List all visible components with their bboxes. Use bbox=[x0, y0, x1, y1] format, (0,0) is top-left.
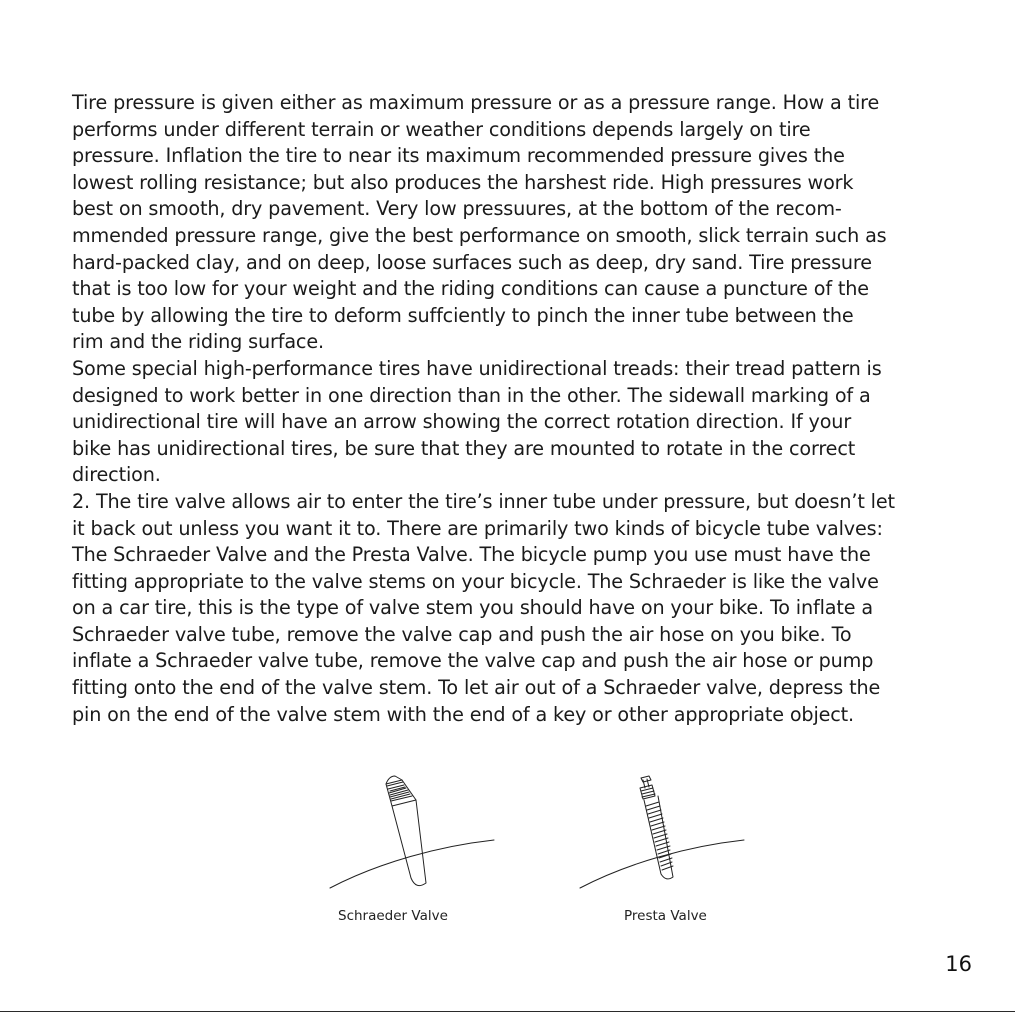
text-line: The Schraeder Valve and the Presta Valve. The bicycle pump you use must have the bbox=[72, 543, 871, 567]
text-line: tube by allowing the tire to deform suffciently to pinch the inner tube between the bbox=[72, 303, 854, 327]
text-line: pressure. Inflation the tire to near its maximum recommended pressure gives the bbox=[72, 144, 845, 168]
text-line: best on smooth, dry pavement. Very low pressuures, at the bottom of the recom- bbox=[72, 197, 842, 221]
text-line: pin on the end of the valve stem with the end of a key or other appropriate object. bbox=[72, 702, 855, 726]
text-line: Schraeder valve tube, remove the valve cap and push the air hose on you bike. To bbox=[72, 622, 852, 646]
paragraph-tire-valve bbox=[72, 489, 952, 728]
text-line: rim and the riding surface. bbox=[72, 330, 324, 354]
text-line: fitting onto the end of the valve stem. To let air out of a Schraeder valve, depress the bbox=[72, 676, 881, 700]
text-line: mmended pressure range, give the best performance on smooth, slick terrain such as bbox=[72, 223, 887, 247]
schraeder-valve-caption: Schraeder Valve bbox=[338, 908, 448, 924]
text-line: performs under different terrain or weather conditions depends largely on tire bbox=[72, 117, 811, 141]
text-line: that is too low for your weight and the riding conditions can cause a puncture of the bbox=[72, 277, 869, 301]
text-line: on a car tire, this is the type of valve stem you should have on your bike. To inflate a bbox=[72, 596, 873, 620]
text-line: direction. bbox=[72, 463, 161, 487]
text-line: bike has unidirectional tires, be sure that they are mounted to rotate in the correct bbox=[72, 436, 856, 460]
presta-valve-illustration bbox=[570, 770, 755, 895]
text-line: it back out unless you want it to. There are primarily two kinds of bicycle tube valves: bbox=[72, 516, 883, 540]
text-line: hard-packed clay, and on deep, loose surfaces such as deep, dry sand. Tire pressure bbox=[72, 250, 872, 274]
text-line: 2. The tire valve allows air to enter the tire’s inner tube under pressure, but doesn’t let bbox=[72, 489, 895, 513]
text-line: fitting appropriate to the valve stems on your bicycle. The Schraeder is like the valve bbox=[72, 569, 879, 593]
paragraph-unidirectional-treads bbox=[72, 356, 952, 489]
text-line: Some special high-performance tires have unidirectional treads: their tread pattern is bbox=[72, 356, 882, 380]
bottom-rule bbox=[0, 1011, 1015, 1012]
paragraph-tire-pressure bbox=[72, 90, 952, 356]
page-number: 16 bbox=[945, 952, 972, 976]
text-line: inflate a Schraeder valve tube, remove the valve cap and push the air hose or pump bbox=[72, 649, 874, 673]
body-text bbox=[72, 90, 952, 728]
schraeder-valve-illustration bbox=[320, 770, 505, 895]
presta-valve-caption: Presta Valve bbox=[624, 908, 707, 924]
text-line: lowest rolling resistance; but also produces the harshest ride. High pressures work bbox=[72, 170, 854, 194]
text-line: designed to work better in one direction than in the other. The sidewall marking of a bbox=[72, 383, 871, 407]
text-line: unidirectional tire will have an arrow showing the correct rotation direction. If your bbox=[72, 410, 852, 434]
text-line: Tire pressure is given either as maximum pressure or as a pressure range. How a tire bbox=[72, 91, 880, 114]
